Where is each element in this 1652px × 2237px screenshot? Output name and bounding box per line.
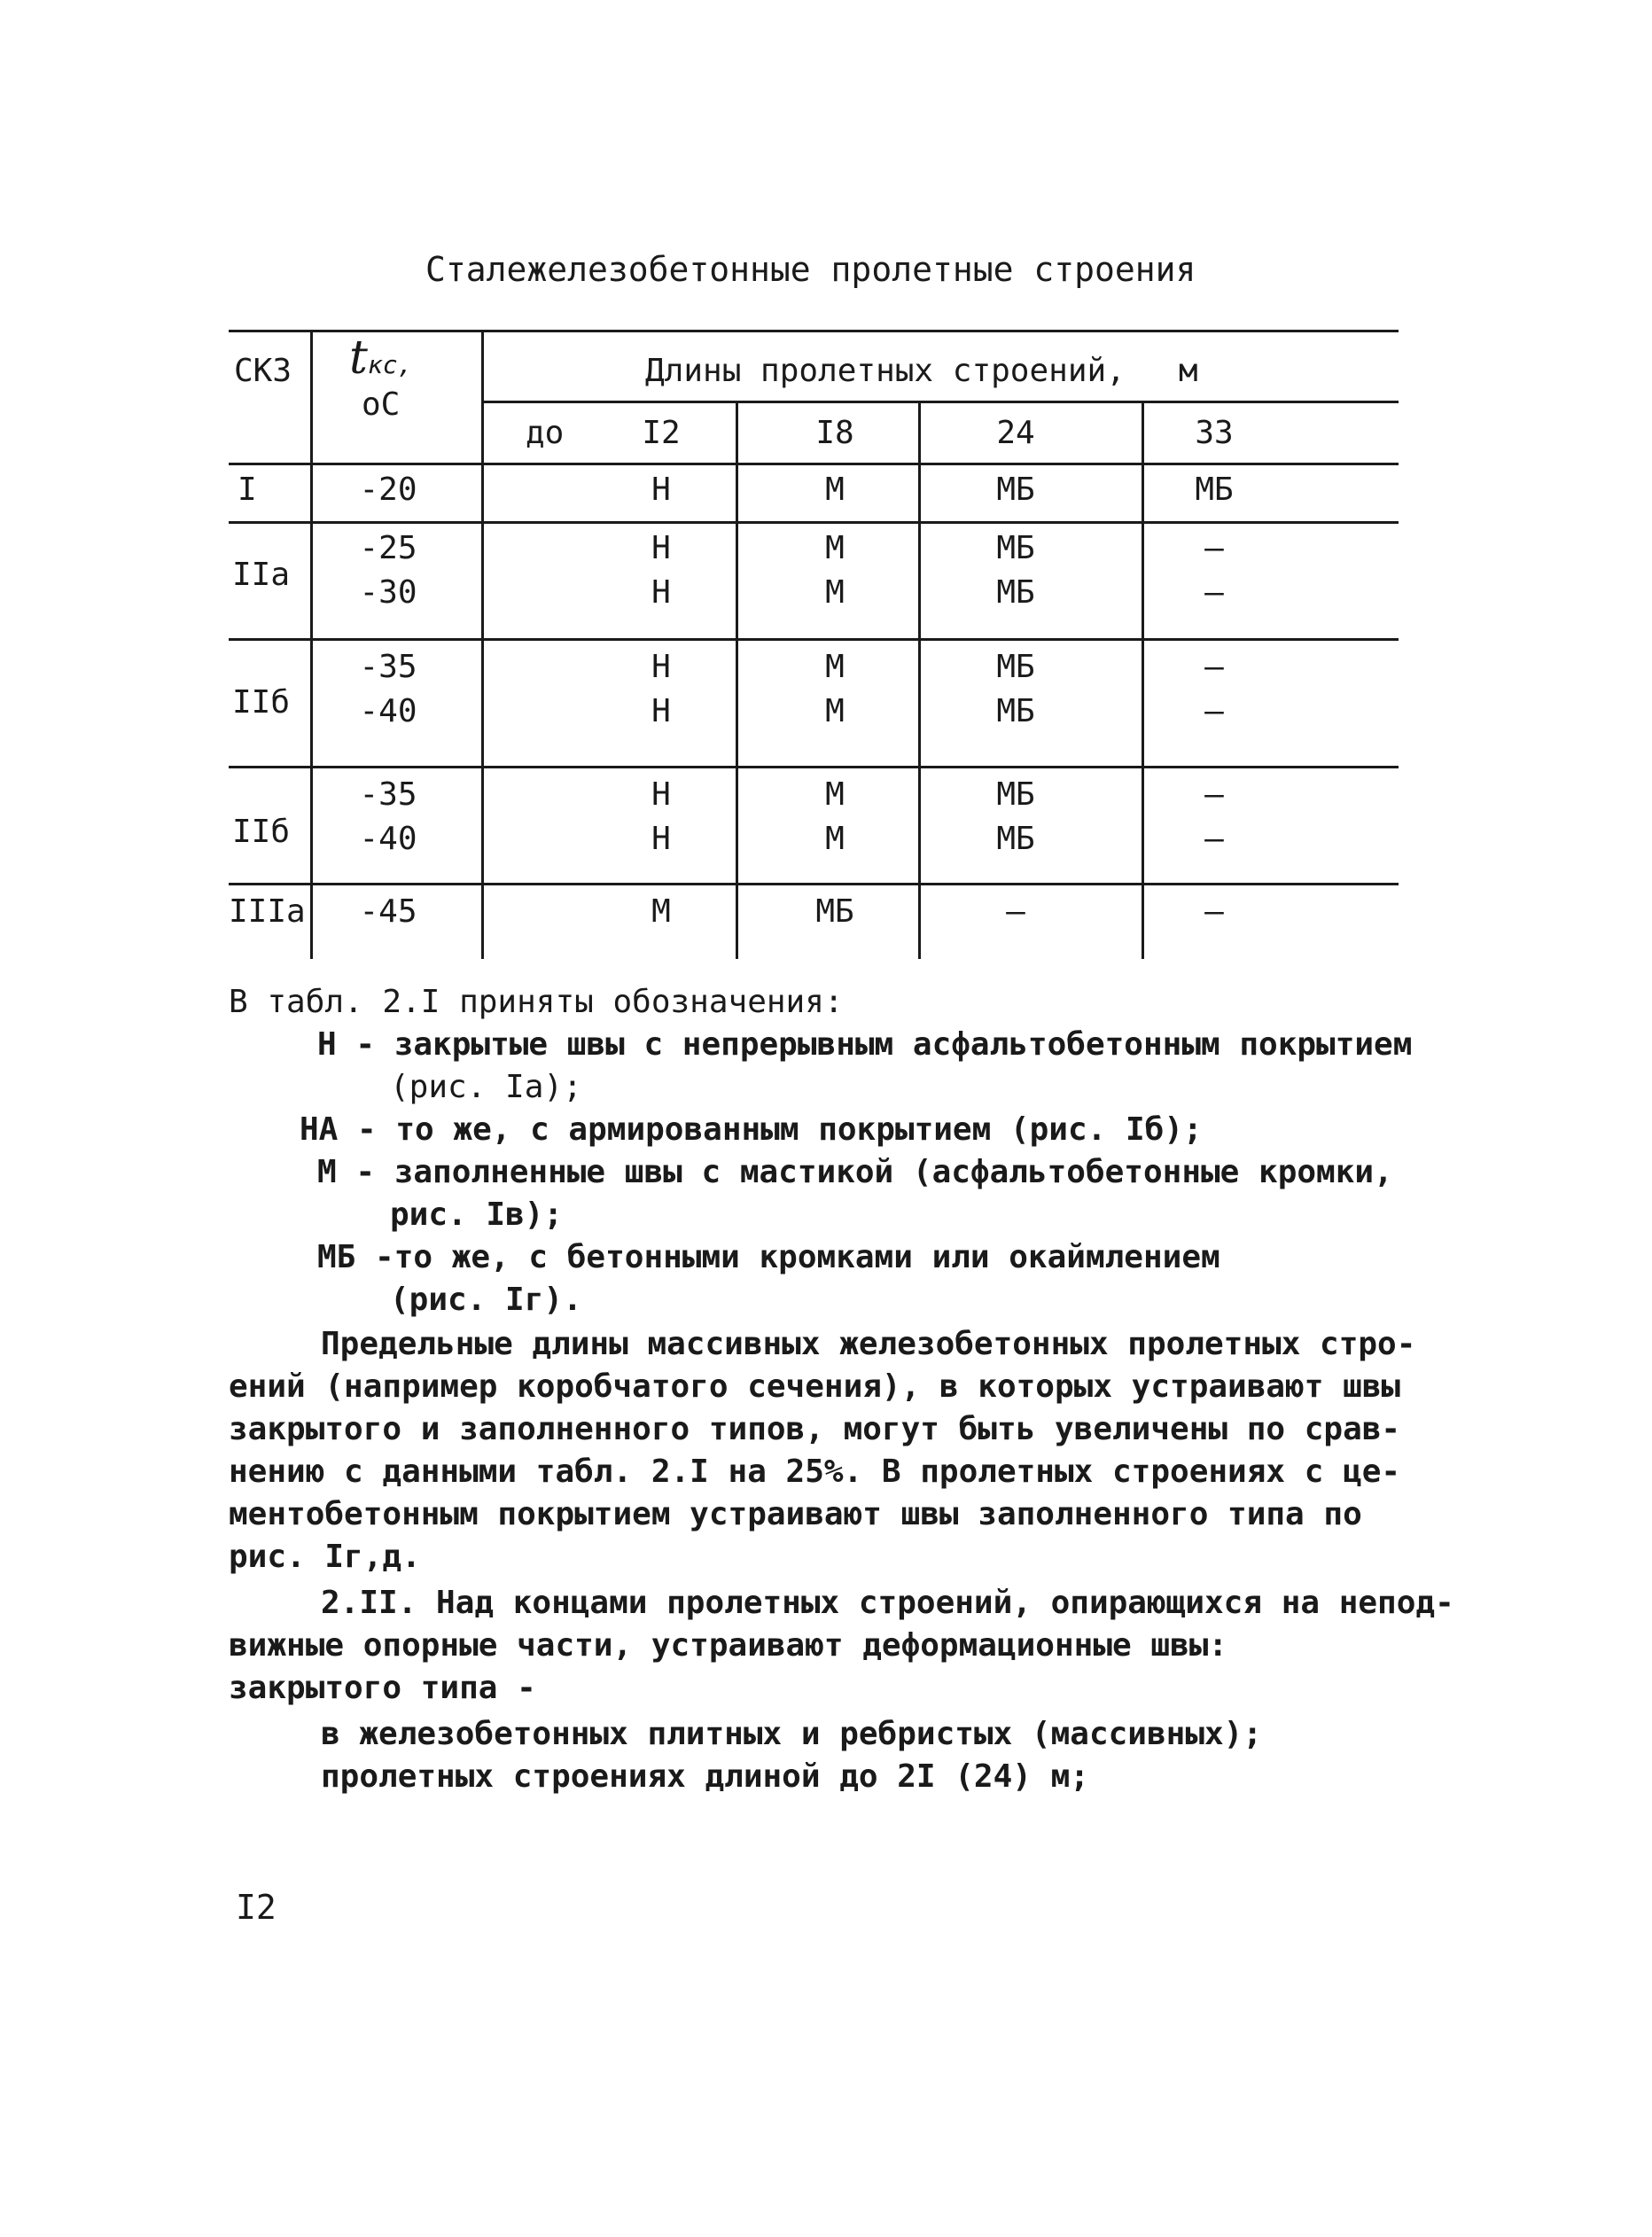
value-cell: – (1204, 530, 1224, 566)
value-cell: Н (651, 776, 671, 813)
temperature-cell: -35 (359, 649, 417, 685)
value-cell: – (1204, 776, 1224, 813)
value-cell: МБ (996, 776, 1035, 813)
value-cell: МБ (996, 530, 1035, 566)
legend-mb: МБ -то же, с бетонными кромками или окаймлением (317, 1239, 1220, 1275)
table-rule (229, 638, 1399, 641)
temperature-cell: -20 (359, 472, 417, 508)
paragraph-line: в железобетонных плитных и ребристых (массивных); (321, 1716, 1263, 1752)
legend-h: Н - закрытые швы с непрерывным асфальтобетонным покрытием (317, 1026, 1413, 1063)
value-cell: Н (651, 574, 671, 611)
paragraph-line: рис. Iг,д. (229, 1539, 421, 1575)
value-cell: М (825, 821, 845, 857)
table-rule (481, 401, 1399, 403)
table-rule (229, 463, 1399, 465)
header-length-prefix: до (526, 415, 565, 451)
value-cell: М (825, 472, 845, 508)
paragraph-line: ений (например коробчатого сечения), в которых устраивают швы (229, 1368, 1401, 1405)
skz-group-label: IIа (232, 557, 291, 593)
table-rule (229, 766, 1399, 768)
value-cell: МБ (815, 893, 854, 930)
value-cell: МБ (1195, 472, 1234, 508)
table-rule (229, 883, 1399, 885)
table-rule (229, 521, 1399, 524)
skz-group-label: I (238, 472, 257, 508)
temperature-cell: -25 (359, 530, 417, 566)
value-cell: – (1204, 574, 1224, 611)
header-temperature (349, 331, 412, 385)
temperature-cell: -40 (359, 693, 417, 729)
value-cell: Н (651, 693, 671, 729)
notes-intro: В табл. 2.I приняты обозначения: (229, 984, 844, 1020)
value-cell: М (825, 574, 845, 611)
value-cell: М (825, 776, 845, 813)
legend-h-cont: (рис. Iа); (390, 1069, 582, 1105)
table-title: Сталежелезобетонные пролетные строения (425, 250, 1196, 289)
temperature-cell: -35 (359, 776, 417, 813)
paragraph-line: закрытого и заполненного типов, могут быть увеличены по срав- (229, 1411, 1401, 1447)
table-rule (918, 401, 921, 959)
paragraph-line: ментобетонным покрытием устраивают швы заполненного типа по (229, 1496, 1362, 1532)
value-cell: Н (651, 649, 671, 685)
value-cell: М (825, 649, 845, 685)
temperature-cell: -30 (359, 574, 417, 611)
value-cell: Н (651, 472, 671, 508)
value-cell: МБ (996, 472, 1035, 508)
header-length-33: 33 (1195, 415, 1234, 451)
header-lengths (645, 353, 1198, 389)
paragraph-line: нению с данными табл. 2.I на 25%. В пролетных строениях с це- (229, 1454, 1401, 1490)
value-cell: М (825, 530, 845, 566)
value-cell: – (1006, 893, 1025, 930)
temperature-symbol: t (349, 331, 368, 385)
temperature-cell: -40 (359, 821, 417, 857)
legend-m-cont: рис. Iв); (390, 1196, 564, 1233)
skz-group-label: IIб (232, 814, 291, 850)
skz-group-label: IIIа (229, 893, 306, 930)
legend-m: М - заполненные швы с мастикой (асфальтобетонные кромки, (317, 1154, 1393, 1190)
legend-ha: НА - то же, с армированным покрытием (рис. Iб); (300, 1111, 1203, 1148)
paragraph-line: вижные опорные части, устраивают деформационные швы: (229, 1627, 1228, 1664)
table-rule (310, 330, 313, 959)
table-rule (736, 401, 738, 959)
header-temperature-unit: оС (362, 386, 401, 423)
value-cell: – (1204, 893, 1224, 930)
header-length-24: 24 (996, 415, 1035, 451)
paragraph-line: Предельные длины массивных железобетонных пролетных стро- (321, 1326, 1416, 1362)
value-cell: МБ (996, 693, 1035, 729)
paragraph-line: закрытого типа - (229, 1670, 536, 1706)
header-lengths-unit: м (1178, 353, 1198, 389)
value-cell: Н (651, 821, 671, 857)
page-number: I2 (236, 1888, 277, 1927)
table-rule (1142, 401, 1144, 959)
header-lengths-label: Длины пролетных строений, (645, 353, 1126, 389)
header-length-12: I2 (642, 415, 681, 451)
skz-group-label: IIб (232, 684, 291, 721)
value-cell: М (651, 893, 671, 930)
value-cell: – (1204, 693, 1224, 729)
value-cell: Н (651, 530, 671, 566)
value-cell: – (1204, 821, 1224, 857)
temperature-subscript: кс, (367, 350, 413, 379)
header-skz: СКЗ (234, 353, 292, 389)
value-cell: М (825, 693, 845, 729)
value-cell: МБ (996, 649, 1035, 685)
value-cell: – (1204, 649, 1224, 685)
paragraph-line: пролетных строениях длиной до 2I (24) м; (321, 1758, 1089, 1795)
legend-mb-cont: (рис. Iг). (390, 1282, 582, 1318)
value-cell: МБ (996, 574, 1035, 611)
expansion-joint-table (229, 330, 1399, 959)
value-cell: МБ (996, 821, 1035, 857)
header-length-18: I8 (815, 415, 854, 451)
table-rule (481, 330, 484, 959)
temperature-cell: -45 (359, 893, 417, 930)
paragraph-line: 2.II. Над концами пролетных строений, опирающихся на непод- (321, 1585, 1454, 1621)
